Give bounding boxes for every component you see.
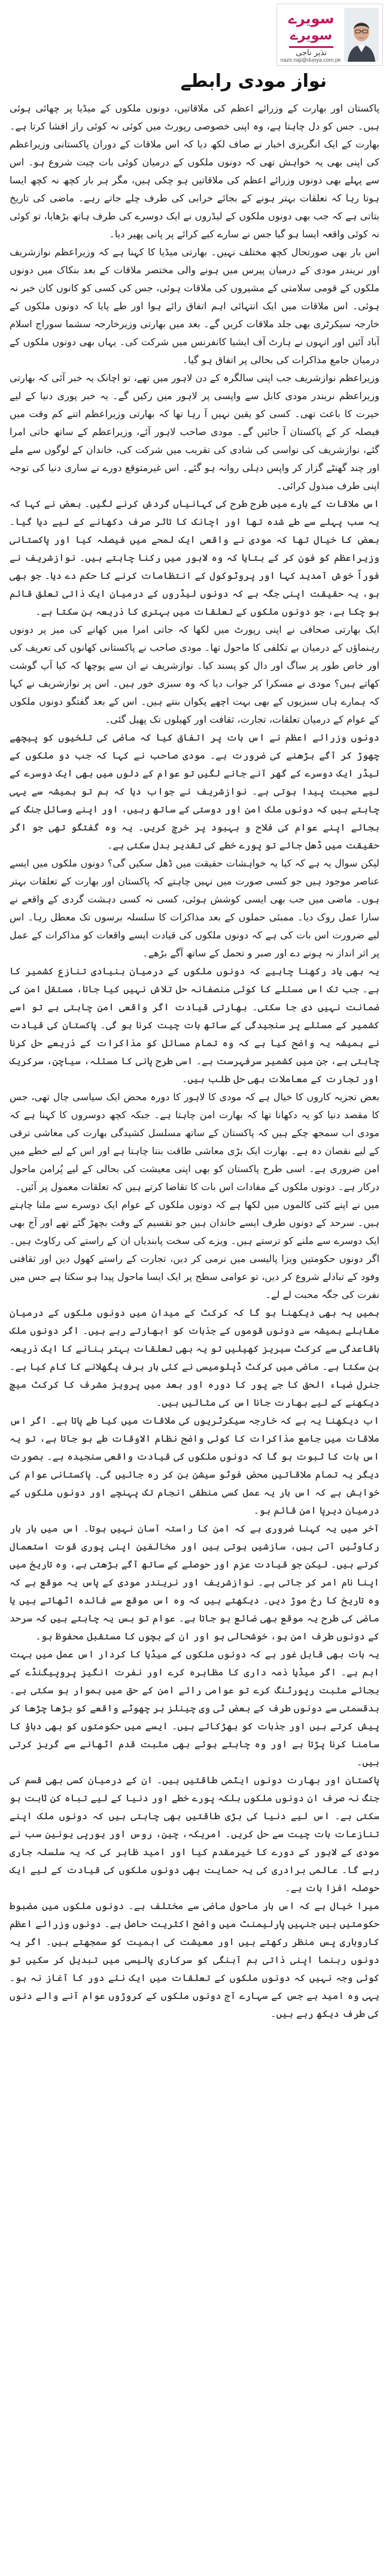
column-brand-line2: سویرے <box>290 28 333 43</box>
column-brand-line1: سویرے <box>288 10 335 27</box>
article-paragraph: ہمیں یہ بھی دیکھنا ہو گا کہ کرکٹ کے میدان میں دونوں ملکوں کے درمیان مقابلے ہمیشہ سے دونوں قوموں کے جذبات کو ابھارتے رہے ہیں۔ اگر دونوں ملک باقاعدگی سے کرکٹ سیریز کھیلیں تو یہ بھی تعلقات بہتر بنانے کا ایک ذریعہ بن سکتا ہے۔ ماضی میں کرکٹ ڈپلومیسی نے کئی بار برف پگھلانے کا کام کیا ہے۔ جنرل ضیاء الحق کا جے پور کا دورہ اور بعد میں پرویز مشرف کا کرکٹ میچ دیکھنے کے لیے بھارت جانا اس کی مثالیں ہیں۔ <box>10 1307 379 1408</box>
article-paragraph: بعض تجزیہ کاروں کا خیال ہے کہ مودی کا لاہور کا دورہ محض ایک سیاسی چال تھی، جس کا مقصد دنیا کو یہ دکھانا تھا کہ بھارت امن چاہتا ہے۔ جبکہ کچھ دوسروں کا کہنا ہے کہ مودی اب سمجھ چکے ہیں کہ پاکستان کے ساتھ مسلسل کشیدگی بھارت کی معاشی ترقی کے لیے نقصان دہ ہے۔ بھارت ایک بڑی معاشی طاقت بننا چاہتا ہے اور اس کے لیے خطے میں امن ضروری ہے۔ اسی طرح پاکستان کو بھی اپنی معیشت کی بحالی کے لیے پُرامن ماحول درکار ہے۔ دونوں ملکوں کے مفادات اس بات کا تقاضا کرتے ہیں کہ تعلقات معمول پر آئیں۔ <box>10 1091 379 1192</box>
author-portrait-icon <box>344 8 379 62</box>
article-paragraph: میں نے اپنے کئی کالموں میں لکھا ہے کہ دونوں ملکوں کے عوام ایک دوسرے سے ملنا چاہتے ہیں۔ سرحد کے دونوں طرف ایسے خاندان ہیں جو تقسیم کے وقت بچھڑ گئے تھے اور آج بھی ایک دوسرے سے ملنے کو ترستے ہیں۔ ویزے کی سخت پابندیاں ان کے راستے کی رکاوٹ ہیں۔ اگر دونوں حکومتیں ویزا پالیسی میں نرمی کر دیں، تجارت کے راستے کھول دیں اور ثقافتی وفود کے تبادلے شروع کر دیں، تو عوامی سطح پر ایک ایسا ماحول پیدا ہو سکتا ہے جس میں نفرت کی جگہ محبت لے لے۔ <box>10 1199 379 1300</box>
article-paragraph: لیکن سوال یہ ہے کہ کیا یہ خواہشات حقیقت میں ڈھل سکیں گی؟ دونوں ملکوں میں ایسے عناصر موجود ہیں جو کسی صورت میں نہیں چاہتے کہ پاکستان اور بھارت کے تعلقات بہتر ہوں۔ ماضی میں جب بھی ایسی کوشش ہوئی، کسی نہ کسی دہشت گردی کے واقعے نے سارا عمل روک دیا۔ ممبئی حملوں کے بعد مذاکرات کا سلسلہ برسوں تک معطل رہا۔ اس لیے ضرورت اس بات کی ہے کہ دونوں ملکوں کی قیادت ایسے واقعات کو مذاکرات کے عمل پر اثر انداز نہ ہونے دے اور صبر و تحمل کے ساتھ آگے بڑھے۔ <box>10 857 379 959</box>
article-paragraph: اب دیکھنا یہ ہے کہ خارجہ سیکرٹریوں کی ملاقات میں کیا طے پاتا ہے۔ اگر اس ملاقات میں جامع مذاکرات کا کوئی واضح نظام الاوقات طے ہو جاتا ہے، تو یہ اس بات کا ثبوت ہو گا کہ دونوں ملکوں کی قیادت واقعی سنجیدہ ہے۔ بصورت دیگر یہ تمام ملاقاتیں محض فوٹو سیشن بن کر رہ جائیں گی۔ پاکستانی عوام کی خواہش ہے کہ اس بار یہ عمل کسی منطقی انجام تک پہنچے اور دونوں ملکوں کے درمیان دیرپا امن قائم ہو۔ <box>10 1415 379 1516</box>
article-paragraph: یہ بھی یاد رکھنا چاہیے کہ دونوں ملکوں کے درمیان بنیادی تنازع کشمیر کا ہے۔ جب تک اس مسئلے کا کوئی منصفانہ حل تلاش نہیں کیا جاتا، مستقل امن کی ضمانت نہیں دی جا سکتی۔ بھارتی قیادت اگر واقعی امن چاہتی ہے تو اسے کشمیر کے مسئلے پر سنجیدگی کے ساتھ بات چیت کرنا ہو گی۔ پاکستان کی قیادت نے ہمیشہ یہ واضح کیا ہے کہ وہ تمام مسائل کو مذاکرات کے ذریعے حل کرنا چاہتی ہے، جن میں کشمیر سرفہرست ہے۔ اسی طرح پانی کا مسئلہ، سیاچن، سرکریک اور تجارت کے معاملات بھی حل طلب ہیں۔ <box>10 965 379 1085</box>
author-email: nazir.naji@dunya.com.pk <box>280 57 341 63</box>
article-paragraph: آخر میں یہ کہنا ضروری ہے کہ امن کا راستہ آسان نہیں ہوتا۔ اس میں بار بار رکاوٹیں آتی ہیں، سازشیں ہوتی ہیں اور مخالفین اپنی پوری قوت استعمال کرتے ہیں۔ لیکن جو قیادت عزم اور حوصلے کے ساتھ آگے بڑھتی ہے، وہ تاریخ میں اپنا نام امر کر جاتی ہے۔ نوازشریف اور نریندر مودی کے پاس یہ موقع ہے کہ وہ تاریخ کا رخ موڑ دیں۔ دیکھتے ہیں کہ وہ اس موقع سے فائدہ اٹھاتے ہیں یا ماضی کی طرح یہ موقع بھی ضائع ہو جاتا ہے۔ عوام تو بس یہ چاہتے ہیں کہ سرحد کے دونوں طرف امن ہو، خوشحالی ہو اور ان کے بچوں کا مستقبل محفوظ ہو۔ <box>10 1523 379 1642</box>
column-header <box>0 0 389 90</box>
article-paragraph: میرا خیال ہے کہ اس بار ماحول ماضی سے مختلف ہے۔ دونوں ملکوں میں مضبوط حکومتیں ہیں جنہیں پارلیمنٹ میں واضح اکثریت حاصل ہے۔ دونوں وزرائے اعظم کاروباری پس منظر رکھتے ہیں اور معیشت کی اہمیت کو سمجھتے ہیں۔ اگر یہ دونوں رہنما اپنی ذاتی ہم آہنگی کو سرکاری پالیسی میں تبدیل کر سکیں تو کوئی وجہ نہیں کہ دونوں ملکوں کے تعلقات میں ایک نئے دور کا آغاز نہ ہو۔ یہی وہ امید ہے جس کے سہارے آج دونوں ملکوں کے کروڑوں عوام آنے والے دنوں کی طرف دیکھ رہے ہیں۔ <box>10 1900 379 2019</box>
article-paragraph: پاکستان اور بھارت دونوں ایٹمی طاقتیں ہیں۔ ان کے درمیان کسی بھی قسم کی جنگ نہ صرف ان دونوں ملکوں بلکہ پورے خطے اور دنیا کے لیے تباہ کن ثابت ہو سکتی ہے۔ اس لیے دنیا کی بڑی طاقتیں بھی چاہتی ہیں کہ دونوں ملک اپنے تنازعات بات چیت سے حل کریں۔ امریکہ، چین، روس اور یورپی یونین سب نے مودی کے لاہور کے دورے کا خیرمقدم کیا اور امید ظاہر کی کہ یہ سلسلہ جاری رہے گا۔ عالمی برادری کی یہ حمایت بھی دونوں ملکوں کی قیادت کے لیے ایک حوصلہ افزا بات ہے۔ <box>10 1774 379 1894</box>
author-avatar <box>344 8 379 62</box>
title-row <box>0 71 389 93</box>
article-paragraph: اس ملاقات کے بارے میں طرح طرح کی کہانیاں گردش کرنے لگیں۔ بعض نے کہا کہ یہ سب پہلے سے طے شدہ تھا اور اچانک کا تاثر صرف دکھانے کے لیے دیا گیا۔ بعض کا خیال تھا کہ مودی نے واقعی ایک لمحے میں فیصلہ کیا اور پاکستانی وزیراعظم کو فون کر کے بتایا کہ وہ لاہور میں رکنا چاہتے ہیں۔ نوازشریف نے فوراً خوش آمدید کہا اور پروٹوکول کے انتظامات کرنے کا حکم دے دیا۔ جو بھی ہو، یہ حقیقت اپنی جگہ ہے کہ دونوں لیڈروں کے درمیان ایک ذاتی تعلق قائم ہو چکا ہے، جو دونوں ملکوں کے تعلقات میں بہتری کا ذریعہ بن سکتا ہے۔ <box>10 498 379 617</box>
author-name: نذیر ناجی <box>296 49 327 58</box>
article-title: نواز مودی رابطے <box>180 71 327 92</box>
article-body <box>10 99 379 2568</box>
article-paragraph: وزیراعظم نوازشریف جب اپنی سالگرہ کے دن لاہور میں تھے، تو اچانک یہ خبر آئی کہ بھارتی وزیراعظم نریندر مودی کابل سے واپسی پر لاہور میں رکیں گے۔ یہ خبر پوری دنیا کے لیے حیرت کا باعث تھی۔ کسی کو یقین نہیں آ رہا تھا کہ بھارتی وزیراعظم اتنے کم وقت میں فیصلہ کر کے پاکستان آ جائیں گے۔ مودی صاحب لاہور آئے، وزیراعظم کے ساتھ جاتی امرا گئے، نوازشریف کی نواسی کی شادی کی تقریب میں شرکت کی، خاندان کے لوگوں سے ملے اور چند گھنٹے گزار کر واپس دہلی روانہ ہو گئے۔ اس غیرمتوقع دورے نے ساری دنیا کی توجہ اپنی طرف مبذول کرائی۔ <box>10 372 379 491</box>
article-paragraph: ایک بھارتی صحافی نے اپنی رپورٹ میں لکھا کہ جاتی امرا میں کھانے کی میز پر دونوں رہنماؤں کے درمیان بے تکلفی کا ماحول تھا۔ مودی صاحب نے پاکستانی کھانوں کی تعریف کی اور خاص طور پر ساگ اور دال کو پسند کیا۔ نوازشریف نے ان سے پوچھا کہ کیا آپ گوشت کھاتے ہیں؟ مودی نے مسکرا کر جواب دیا کہ وہ سبزی خور ہیں۔ اس پر نوازشریف نے کہا کہ ہمارے ہاں سبزیوں کے بھی بہت اچھے پکوان بنتے ہیں۔ اس کے بعد گفتگو دونوں ملکوں کے عوام کے درمیان تعلقات، تجارت، ثقافت اور کھیلوں تک پھیل گئی۔ <box>10 624 379 725</box>
article-paragraph: پاکستان اور بھارت کے وزرائے اعظم کی ملاقاتیں، دونوں ملکوں کے میڈیا پر چھائی ہوئی ہیں۔ جس کو دل چاہتا ہے، وہ اپنی خصوصی رپورٹ میں کوئی نہ کوئی راز افشا کرتا ہے۔ بھارت کے ایک انگریزی اخبار نے صاف لکھ دیا کہ اس ملاقات کے دوران پاکستانی وزیراعظم کی اپنی بھی یہ خواہش تھی کہ دونوں ملکوں کے درمیان کوئی بات چیت شروع ہو۔ اس سے پہلے بھی دونوں وزرائے اعظم کی ملاقاتیں ہو چکی ہیں، مگر ہر بار کچھ نہ کچھ ایسا ہوتا رہا کہ تعلقات بہتر ہونے کے بجائے خرابی کی طرف چلے جاتے رہے۔ ماضی کی تاریخ بتاتی ہے کہ جب بھی دونوں ملکوں کے لیڈروں نے ایک دوسرے کی طرف ہاتھ بڑھایا، تو کوئی نہ کوئی واقعہ ایسا ہو گیا جس نے سارے کیے کرائے پر پانی پھیر دیا۔ <box>10 102 379 240</box>
article-paragraph: یہ بات بھی قابل غور ہے کہ دونوں ملکوں کے میڈیا کا کردار اس عمل میں بہت اہم ہے۔ اگر میڈیا ذمہ داری کا مظاہرہ کرے اور نفرت انگیز پروپیگنڈے کے بجائے مثبت رپورٹنگ کرے تو عوامی رائے امن کے حق میں ہموار ہو سکتی ہے۔ بدقسمتی سے دونوں طرف کے بعض ٹی وی چینلز ہر چھوٹے واقعے کو بڑھا چڑھا کر پیش کرتے ہیں اور جذبات کو بھڑکاتے ہیں۔ ایسے میں حکومتوں کو بھی دباؤ کا سامنا کرنا پڑتا ہے اور وہ چاہتے ہوئے بھی مثبت قدم اٹھانے سے گریز کرتی ہیں۔ <box>10 1648 379 1768</box>
author-card <box>276 4 383 66</box>
article-paragraph: اس بار بھی صورتحال کچھ مختلف نہیں۔ بھارتی میڈیا کا کہنا ہے کہ وزیراعظم نوازشریف اور نریندر مودی کے درمیان پیرس میں ہونے والی مختصر ملاقات کے بعد بنکاک میں دونوں ملکوں کے قومی سلامتی کے مشیروں کی ملاقات ہوئی، جس کی کسی کو کانوں کان خبر نہ ہوئی۔ اس ملاقات میں ایک انتہائی اہم اتفاق رائے ہوا اور طے پایا کہ دونوں ملکوں کے خارجہ سیکرٹری بھی جلد ملاقات کریں گے۔ بعد میں بھارتی وزیرخارجہ سشما سوراج اسلام آباد آئیں اور انہوں نے ہارٹ آف ایشیا کانفرنس میں شرکت کی۔ یہاں بھی دونوں ملکوں کے درمیان جامع مذاکرات کی بحالی پر اتفاق ہو گیا۔ <box>10 246 379 366</box>
brand-underline <box>289 46 333 48</box>
article-paragraph: دونوں وزرائے اعظم نے اس بات پر اتفاق کیا کہ ماضی کی تلخیوں کو پیچھے چھوڑ کر آگے بڑھنے کی ضرورت ہے۔ مودی صاحب نے کہا کہ جب دو ملکوں کے لیڈر ایک دوسرے کے گھر آنے جانے لگیں تو عوام کے دلوں میں بھی ایک دوسرے کے لیے محبت پیدا ہوتی ہے۔ نوازشریف نے جواب دیا کہ ہم تو ہمیشہ سے یہی چاہتے ہیں کہ دونوں ملک امن اور دوستی کے ساتھ رہیں، اور اپنے وسائل جنگ کے بجائے اپنے عوام کی فلاح و بہبود پر خرچ کریں۔ یہ وہ گفتگو تھی جو اگر حقیقت میں ڈھل جائے تو پورے خطے کی تقدیر بدل سکتی ہے۔ <box>10 732 379 851</box>
